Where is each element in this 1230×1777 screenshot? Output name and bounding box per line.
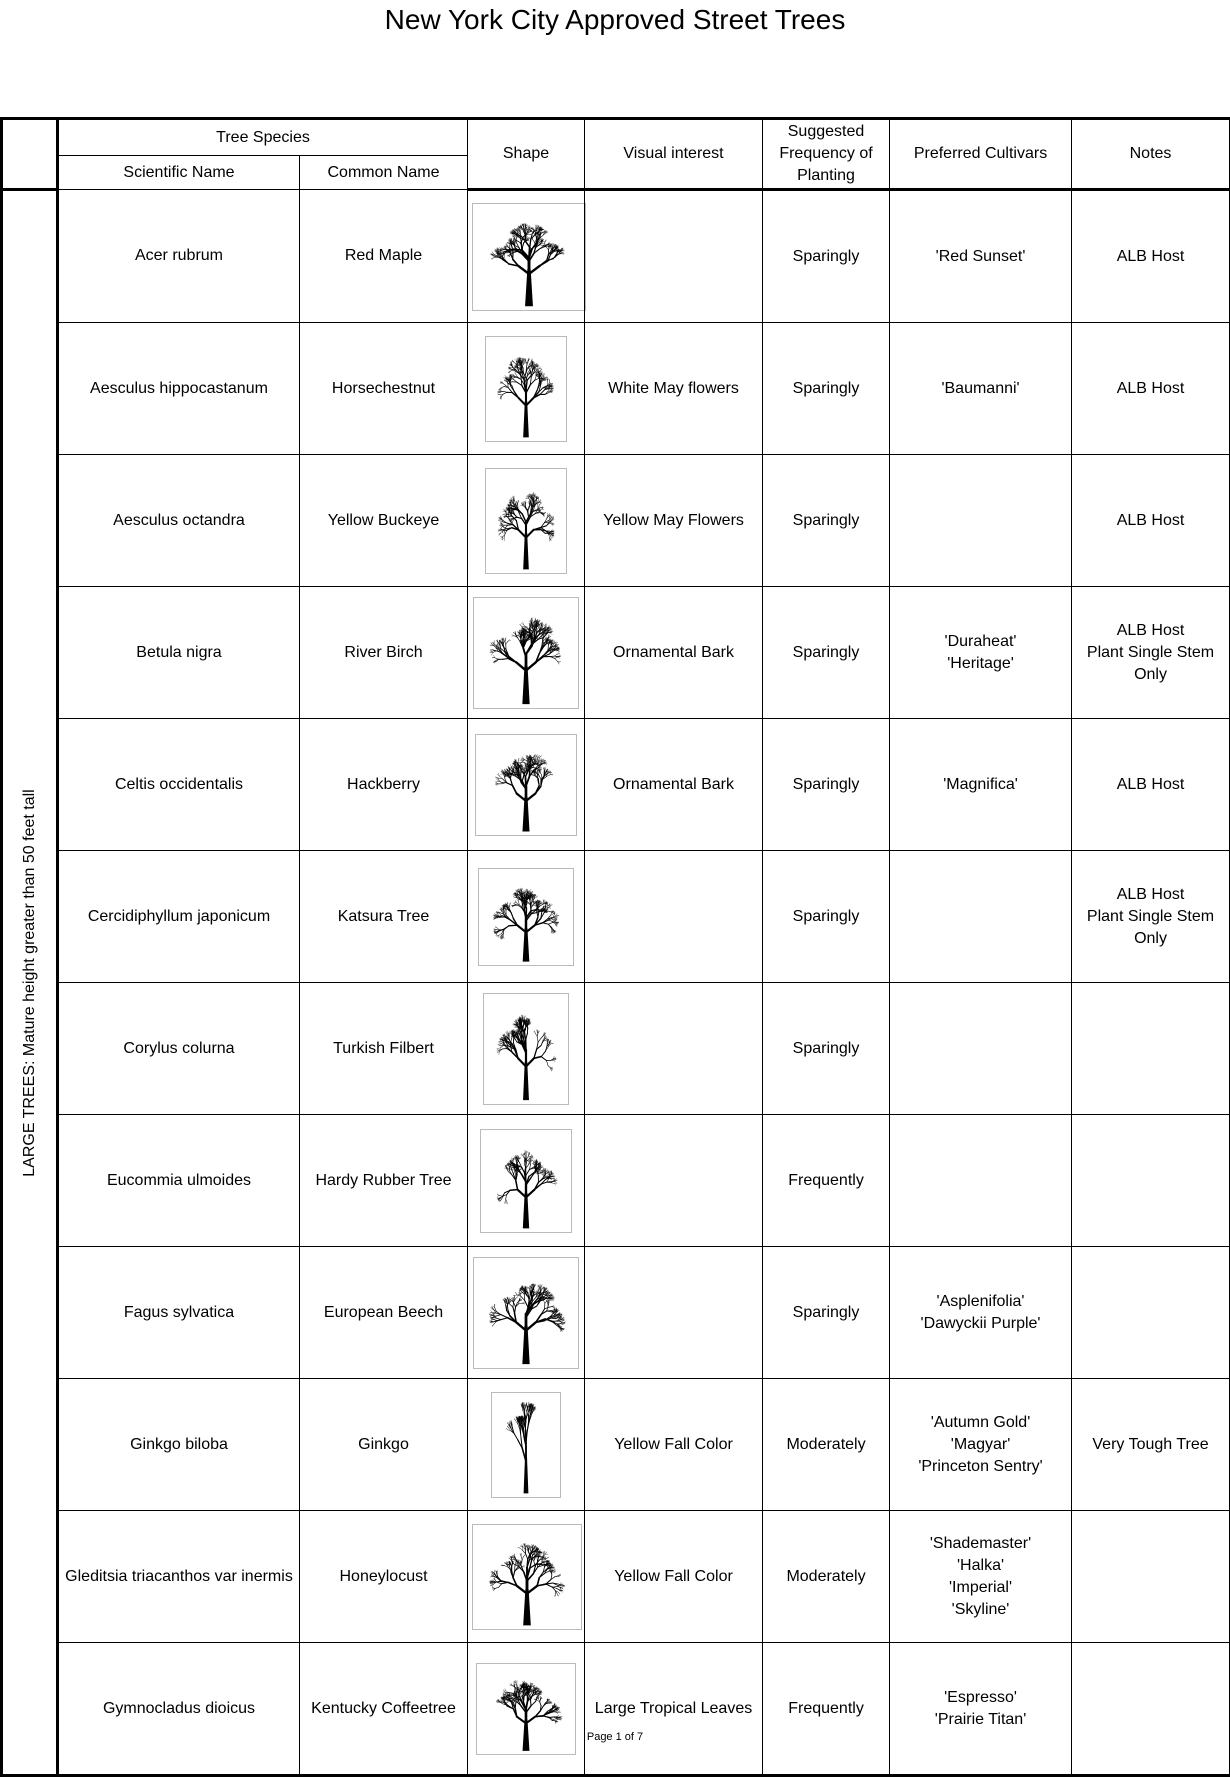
common-name-cell: Katsura Tree xyxy=(300,851,468,983)
visual-interest-cell xyxy=(585,851,763,983)
common-name-cell: Hackberry xyxy=(300,719,468,851)
notes-cell xyxy=(1072,983,1230,1115)
table-row xyxy=(2,323,1230,455)
honeylocust-tree-icon xyxy=(472,1524,582,1630)
notes-cell xyxy=(1072,1643,1230,1776)
header-scientific-name: Scientific Name xyxy=(58,156,300,190)
shape-cell xyxy=(468,1511,585,1643)
notes-cell: Very Tough Tree xyxy=(1072,1379,1230,1511)
notes-cell xyxy=(1072,1115,1230,1247)
table-row xyxy=(2,587,1230,719)
european-beech-tree-icon xyxy=(473,1257,579,1369)
cultivars-cell: 'Autumn Gold' 'Magyar' 'Princeton Sentry' xyxy=(890,1379,1072,1511)
shape-cell xyxy=(468,587,585,719)
shape-cell xyxy=(468,190,585,323)
common-name-cell: Hardy Rubber Tree xyxy=(300,1115,468,1247)
scientific-name-cell: Aesculus hippocastanum xyxy=(58,323,300,455)
category-cell xyxy=(2,190,58,1776)
scientific-name-cell: Gymnocladus dioicus xyxy=(58,1643,300,1776)
shape-cell xyxy=(468,323,585,455)
notes-cell: ALB Host xyxy=(1072,455,1230,587)
frequency-cell: Frequently xyxy=(763,1643,890,1776)
cultivars-cell: 'Duraheat' 'Heritage' xyxy=(890,587,1072,719)
scientific-name-cell: Cercidiphyllum japonicum xyxy=(58,851,300,983)
notes-cell: ALB Host xyxy=(1072,719,1230,851)
ginkgo-tree-icon xyxy=(491,1392,561,1498)
cultivars-cell xyxy=(890,851,1072,983)
header-notes: Notes xyxy=(1072,119,1230,190)
red-maple-tree-icon xyxy=(472,203,586,311)
horsechestnut-tree-icon xyxy=(485,336,567,442)
frequency-cell: Moderately xyxy=(763,1379,890,1511)
page-title: New York City Approved Street Trees xyxy=(0,4,1230,36)
table-row xyxy=(2,1511,1230,1643)
corner-cell xyxy=(2,119,58,190)
frequency-cell: Sparingly xyxy=(763,983,890,1115)
cultivars-cell: 'Shademaster' 'Halka' 'Imperial' 'Skyline' xyxy=(890,1511,1072,1643)
frequency-cell: Moderately xyxy=(763,1511,890,1643)
page-footer: Page 1 of 7 xyxy=(0,1731,1230,1743)
common-name-cell: Kentucky Coffeetree xyxy=(300,1643,468,1776)
common-name-cell: Yellow Buckeye xyxy=(300,455,468,587)
shape-cell xyxy=(468,983,585,1115)
notes-cell: ALB Host xyxy=(1072,190,1230,323)
scientific-name-cell: Acer rubrum xyxy=(58,190,300,323)
header-common-name: Common Name xyxy=(300,156,468,190)
table-row xyxy=(2,983,1230,1115)
scientific-name-cell: Aesculus octandra xyxy=(58,455,300,587)
frequency-cell: Sparingly xyxy=(763,190,890,323)
table-row xyxy=(2,719,1230,851)
table-row xyxy=(2,1379,1230,1511)
shape-cell xyxy=(468,1115,585,1247)
hardy-rubber-tree-icon xyxy=(480,1129,572,1233)
common-name-cell: Ginkgo xyxy=(300,1379,468,1511)
common-name-cell: Turkish Filbert xyxy=(300,983,468,1115)
visual-interest-cell: Ornamental Bark xyxy=(585,587,763,719)
visual-interest-cell: White May flowers xyxy=(585,323,763,455)
street-trees-table xyxy=(0,117,1230,1777)
visual-interest-cell: Yellow May Flowers xyxy=(585,455,763,587)
scientific-name-cell: Eucommia ulmoides xyxy=(58,1115,300,1247)
cultivars-cell: 'Red Sunset' xyxy=(890,190,1072,323)
table-row xyxy=(2,851,1230,983)
common-name-cell: Honeylocust xyxy=(300,1511,468,1643)
header-shape: Shape xyxy=(468,119,585,190)
common-name-cell: European Beech xyxy=(300,1247,468,1379)
frequency-cell: Sparingly xyxy=(763,323,890,455)
visual-interest-cell xyxy=(585,190,763,323)
table-row xyxy=(2,1247,1230,1379)
shape-cell xyxy=(468,1643,585,1776)
visual-interest-cell: Large Tropical Leaves xyxy=(585,1643,763,1776)
table-row xyxy=(2,1643,1230,1776)
cultivars-cell: 'Magnifica' xyxy=(890,719,1072,851)
visual-interest-cell: Yellow Fall Color xyxy=(585,1379,763,1511)
frequency-cell: Sparingly xyxy=(763,719,890,851)
cultivars-cell xyxy=(890,1115,1072,1247)
shape-cell xyxy=(468,1247,585,1379)
header-row xyxy=(2,119,1230,156)
scientific-name-cell: Fagus sylvatica xyxy=(58,1247,300,1379)
cultivars-cell: 'Espresso' 'Prairie Titan' xyxy=(890,1643,1072,1776)
notes-cell: ALB Host Plant Single Stem Only xyxy=(1072,851,1230,983)
header-visual-interest: Visual interest xyxy=(585,119,763,190)
yellow-buckeye-tree-icon xyxy=(485,468,567,574)
shape-cell xyxy=(468,455,585,587)
river-birch-tree-icon xyxy=(473,597,579,709)
visual-interest-cell xyxy=(585,1115,763,1247)
table-row xyxy=(2,455,1230,587)
visual-interest-cell xyxy=(585,983,763,1115)
table-row xyxy=(2,1115,1230,1247)
category-label: LARGE TREES: Mature height greater than 50 feet tall xyxy=(19,789,41,1176)
hackberry-tree-icon xyxy=(475,734,577,836)
notes-cell xyxy=(1072,1511,1230,1643)
common-name-cell: Red Maple xyxy=(300,190,468,323)
header-cultivars: Preferred Cultivars xyxy=(890,119,1072,190)
visual-interest-cell xyxy=(585,1247,763,1379)
katsura-tree-icon xyxy=(478,868,574,966)
scientific-name-cell: Betula nigra xyxy=(58,587,300,719)
frequency-cell: Sparingly xyxy=(763,851,890,983)
common-name-cell: Horsechestnut xyxy=(300,323,468,455)
scientific-name-cell: Gleditsia triacanthos var inermis xyxy=(58,1511,300,1643)
shape-cell xyxy=(468,1379,585,1511)
cultivars-cell xyxy=(890,983,1072,1115)
scientific-name-cell: Corylus colurna xyxy=(58,983,300,1115)
frequency-cell: Sparingly xyxy=(763,455,890,587)
table-body xyxy=(2,190,1230,1776)
header-tree-species: Tree Species xyxy=(58,119,468,156)
cultivars-cell xyxy=(890,455,1072,587)
shape-cell xyxy=(468,719,585,851)
visual-interest-cell: Ornamental Bark xyxy=(585,719,763,851)
frequency-cell: Sparingly xyxy=(763,587,890,719)
cultivars-cell: 'Asplenifolia' 'Dawyckii Purple' xyxy=(890,1247,1072,1379)
table-row xyxy=(2,190,1230,323)
notes-cell: ALB Host xyxy=(1072,323,1230,455)
notes-cell: ALB Host Plant Single Stem Only xyxy=(1072,587,1230,719)
cultivars-cell: 'Baumanni' xyxy=(890,323,1072,455)
header-frequency: Suggested Frequency of Planting xyxy=(763,119,890,190)
frequency-cell: Frequently xyxy=(763,1115,890,1247)
visual-interest-cell: Yellow Fall Color xyxy=(585,1511,763,1643)
frequency-cell: Sparingly xyxy=(763,1247,890,1379)
scientific-name-cell: Celtis occidentalis xyxy=(58,719,300,851)
turkish-filbert-tree-icon xyxy=(483,993,569,1105)
common-name-cell: River Birch xyxy=(300,587,468,719)
notes-cell xyxy=(1072,1247,1230,1379)
scientific-name-cell: Ginkgo biloba xyxy=(58,1379,300,1511)
shape-cell xyxy=(468,851,585,983)
